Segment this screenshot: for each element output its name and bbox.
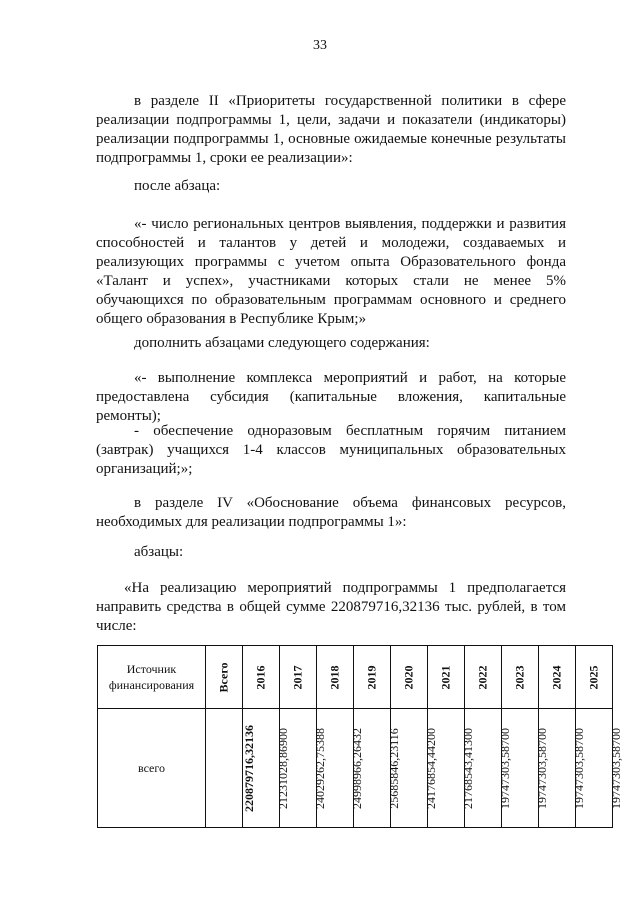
- row-label-cell: всего: [98, 709, 206, 828]
- page-number: 33: [313, 38, 327, 53]
- column-header-label: 2024: [549, 665, 564, 689]
- column-header-2021: [428, 646, 465, 709]
- column-header-label: 2017: [290, 665, 305, 689]
- column-header-label: 2023: [512, 665, 527, 689]
- paragraphs-label: абзацы:: [134, 544, 184, 560]
- column-header-2020: [391, 646, 428, 709]
- column-header-2022: [465, 646, 502, 709]
- column-header-label: 2022: [475, 665, 490, 689]
- value-text: 19747303,58700: [572, 727, 586, 809]
- funding-quote: «На реализацию мероприятий подпрограммы 1 предполагается направить средства в общей сумме 220879716,32136 тыс. рублей, в том числе:: [96, 580, 566, 634]
- regional-centers-quote: «- число региональных центров выявления, поддержки и развития способностей и талантов у детей и молодежи, создаваемых и реализующих программы с учетом опыта Образовательного фонда «Талант и успех», участниками которых стали не менее 5% обучающихся по образовательным программам основного и среднего общего образования в Республике Крым;»: [96, 216, 566, 327]
- value-text: 21231028,86900: [276, 727, 290, 809]
- column-header-2017: [280, 646, 317, 709]
- column-header-label: Всего: [216, 662, 231, 692]
- source-header-cell: Источник финансирования: [98, 646, 206, 709]
- value-text: 19747303,58700: [498, 727, 512, 809]
- value-text: 19747303,58700: [535, 727, 549, 809]
- value-text: 24998966,26432: [350, 727, 364, 809]
- column-header-2024: [539, 646, 576, 709]
- meals-quote: - обеспечение одноразовым бесплатным горячим питанием (завтрак) учащихся 1-4 классов муниципальных образовательных организаций;»;: [96, 423, 566, 477]
- column-header-total: [206, 646, 243, 709]
- column-header-label: 2021: [438, 665, 453, 689]
- column-header-2016: [243, 646, 280, 709]
- supplement-label: дополнить абзацами следующего содержания:: [134, 335, 430, 351]
- value-text: 19747303,58700: [609, 727, 623, 809]
- table-header-row: [98, 646, 613, 709]
- column-header-label: 2018: [327, 665, 342, 689]
- column-header-2018: [317, 646, 354, 709]
- section4-intro-paragraph: в разделе IV «Обоснование объема финансовых ресурсов, необходимых для реализации подпрограммы 1»:: [96, 495, 566, 530]
- column-header-2025: [576, 646, 613, 709]
- value-text: 21768543,41300: [461, 727, 475, 809]
- funding-table: [97, 645, 623, 828]
- value-text: 25685846,23116: [386, 727, 401, 809]
- value-text: 24176854,44200: [424, 727, 438, 809]
- column-header-2019: [354, 646, 391, 709]
- value-text: 24029262,75388: [313, 727, 327, 809]
- works-quote: «- выполнение комплекса мероприятий и работ, на которые предоставлена субсидия (капитальные вложения, капитальные ремонты);: [96, 370, 566, 424]
- value-text: 220879716,32136: [242, 724, 256, 812]
- section2-intro-paragraph: в разделе II «Приоритеты государственной политики в сфере реализации подпрограммы 1, цели, задачи и показатели (индикаторы) реализации подпрограммы 1, основные ожидаемые конечные результаты подпрограммы 1, сроки ее реализации»:: [96, 93, 566, 166]
- column-header-label: 2019: [364, 665, 379, 689]
- column-header-label: 2020: [401, 665, 416, 689]
- after-paragraph-label: после абзаца:: [134, 178, 221, 194]
- value-cell-total: [206, 709, 256, 828]
- column-header-2023: [502, 646, 539, 709]
- table-row: [98, 709, 613, 828]
- column-header-label: 2016: [253, 665, 268, 689]
- column-header-label: 2025: [586, 665, 601, 689]
